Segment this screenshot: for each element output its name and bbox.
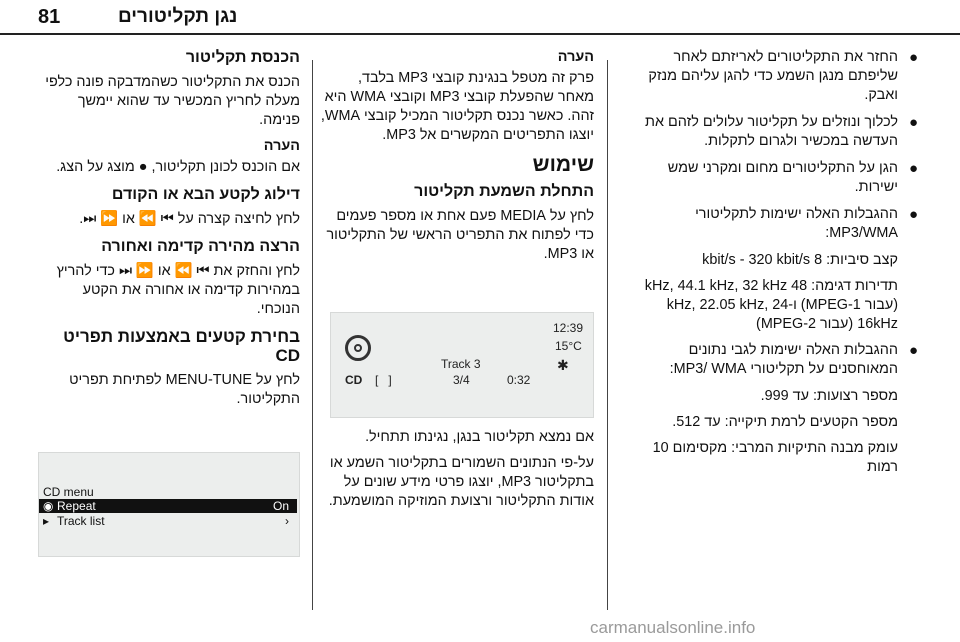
note-label: הערה: [557, 49, 594, 65]
section-heading: שימוש: [532, 153, 594, 176]
limit-folder-depth: עומק מבנה התיקיות המרבי: מקסימום 10 רמות: [652, 440, 898, 475]
menu-item-track-list: ▸ Track list ›: [43, 514, 289, 528]
source-label: CD: [345, 373, 363, 387]
right-column: [636, 48, 920, 484]
header-rule: [0, 33, 960, 35]
middle-column: [320, 48, 594, 271]
page-number: 81: [38, 6, 61, 28]
cd-disc-icon: [345, 335, 371, 361]
temperature: 15°C: [555, 339, 582, 353]
list-item: ● החזר את התקליטורים לאריזתם לאחר שליפתם מנגן השמע כדי להגן עליהם מנזק ואבק.: [648, 49, 918, 103]
bullet-icon: ●: [908, 49, 918, 66]
subheading: בחירת קטעים באמצעות תפריט CD: [63, 327, 300, 365]
limit-folder-tracks: מספר הקטעים לרמת תיקייה: עד 512.: [672, 414, 898, 430]
paragraph: הכנס את התקליטור כשהמדבקה פונה כלפי מעלה לחריץ המכשיר עד שהוא יימשך פנימה.: [45, 74, 300, 128]
bullet-icon: ●: [908, 114, 918, 131]
chevron-right-icon: ›: [285, 514, 289, 528]
bullet-icon: ●: [908, 342, 918, 359]
cd-display-screen: [330, 312, 594, 418]
limit-sample-rate: תדירות דגימה: 48 kHz, 44.1 kHz, 32 kHz (עבור MPEG-1) ו-24 kHz, 22.05 kHz, 16kHz (עבור MPEG-2): [644, 278, 898, 332]
track-number: 3/4: [453, 373, 470, 387]
page-title: נגן תקליטורים: [118, 6, 238, 27]
paragraph: לחץ והחזק את ⏮ ⏪ או ⏩ ⏭ כדי להריץ במהירות קדימה או אחורה את הקטע הנוכחי.: [56, 263, 300, 317]
watermark: carmanualsonline.info: [590, 618, 756, 637]
track-name: Track 3: [441, 357, 481, 371]
track-brackets: [ ]: [375, 373, 392, 387]
note-text: פרק זה מטפל בנגינת קובצי MP3 בלבד, מאחר שהפעלת קובצי MP3 וקובצי WMA היא זהה. כאשר נכנס תקליטור המכיל קובצי WMA, יוצגו התפריטים המקשרים אל MP3.: [320, 70, 594, 143]
left-column: [36, 48, 300, 416]
radio-icon: ◉: [43, 499, 54, 513]
paragraph: לחץ לחיצה קצרה על ⏮ ⏪ או ⏩ ⏭.: [79, 211, 300, 227]
paragraph: אם נמצא תקליטור בנגן, נגינתו תתחיל.: [365, 429, 594, 445]
bluetooth-icon: ✱: [557, 357, 569, 373]
menu-title: CD menu: [43, 485, 94, 499]
list-item: ● ההגבלות האלה ישימות לגבי נתונים המאוחסנים על תקליטורי MP3/ WMA:: [669, 342, 918, 377]
limit-bitrate: קצב סיביות: 8 kbit/s - 320 kbit/s: [702, 252, 898, 268]
subheading: התחלת השמעת תקליטור: [414, 183, 594, 200]
subheading: הרצה מהירה קדימה ואחורה: [101, 238, 300, 255]
bullet-icon: ●: [908, 206, 918, 223]
limit-tracks: מספר רצועות: עד 999.: [760, 388, 898, 404]
cd-menu-screen: [38, 452, 300, 557]
list-item: ● הגן על התקליטורים מחום ומקרני שמש ישירות.: [667, 160, 918, 195]
paragraph: לחץ על MENU-TUNE לפתיחת תפריט התקליטור.: [69, 372, 300, 407]
clock: 12:39: [553, 321, 584, 335]
note-label: הערה: [263, 138, 300, 154]
column-divider-right: [607, 60, 608, 610]
column-divider-left: [312, 60, 313, 610]
paragraph: על-פי הנתונים השמורים בתקליטור השמע או בתקליטור MP3, יוצגו פרטי מידע שונים על אודות התקליטור ורצועת המוזיקה המושמעת.: [328, 455, 594, 509]
subheading: הכנסת תקליטור: [185, 49, 300, 66]
list-item: ● לכלוך ונוזלים על תקליטור עלולים לזהם את העדשה במכשיר ולגרום לתקלות.: [645, 114, 918, 149]
elapsed-time: 0:32: [507, 373, 531, 387]
paragraph: לחץ על MEDIA פעם אחת או מספר פעמים כדי לפתוח את התפריט הראשי של התקליטור או MP3.: [326, 208, 594, 262]
middle-column-lower: [320, 428, 594, 518]
menu-item-repeat: ◉ Repeat On: [39, 499, 297, 513]
expand-icon: ▸: [43, 514, 50, 528]
note-text: אם הוכנס לכונן תקליטור, ● מוצג על הצג.: [56, 159, 300, 175]
list-item: ● ההגבלות האלה ישימות לתקליטורי MP3/WMA:: [695, 206, 918, 241]
bullet-icon: ●: [908, 160, 918, 177]
subheading: דילוג לקטע הבא או הקודם: [111, 186, 300, 203]
